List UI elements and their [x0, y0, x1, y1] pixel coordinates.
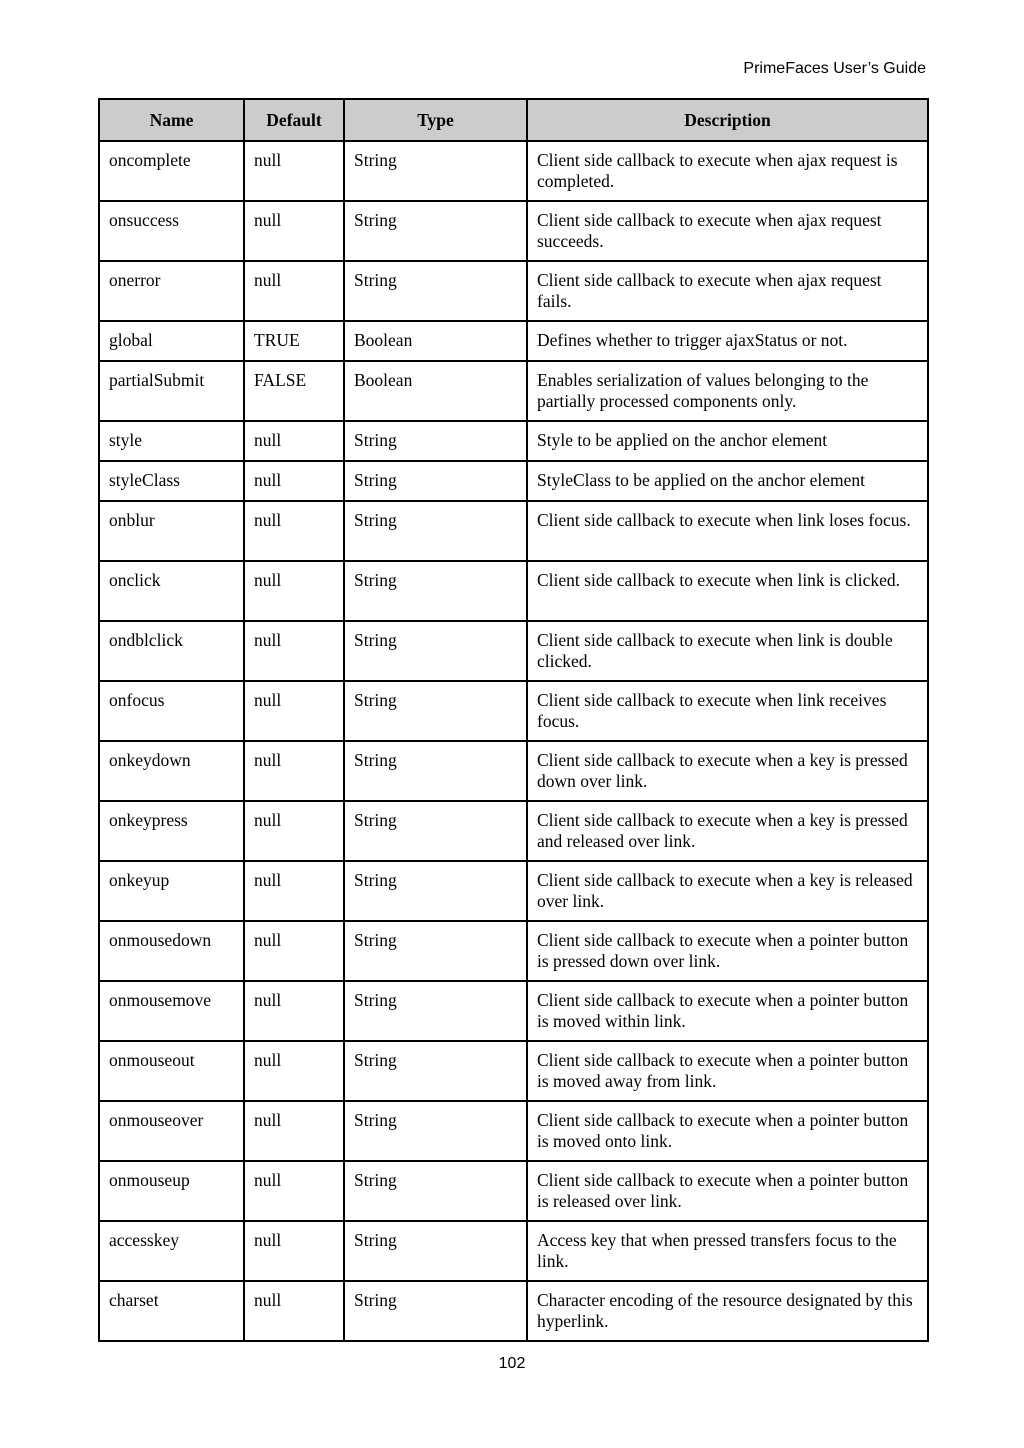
- cell-type: String: [344, 261, 527, 321]
- cell-name: onfocus: [99, 681, 244, 741]
- cell-default: null: [244, 981, 344, 1041]
- cell-name: onmouseup: [99, 1161, 244, 1221]
- cell-name: partialSubmit: [99, 361, 244, 421]
- cell-default: null: [244, 561, 344, 621]
- table-row: [99, 361, 928, 421]
- cell-name: oncomplete: [99, 141, 244, 201]
- cell-default: FALSE: [244, 361, 344, 421]
- cell-description: Client side callback to execute when a key is pressed and released over link.: [527, 801, 928, 861]
- cell-name: onmousemove: [99, 981, 244, 1041]
- table-row: [99, 861, 928, 921]
- column-header-type: Type: [344, 99, 527, 141]
- cell-type: String: [344, 921, 527, 981]
- cell-default: null: [244, 461, 344, 501]
- cell-name: charset: [99, 1281, 244, 1341]
- cell-name: onkeydown: [99, 741, 244, 801]
- cell-description: Client side callback to execute when a pointer button is released over link.: [527, 1161, 928, 1221]
- cell-type: String: [344, 741, 527, 801]
- table-row: [99, 981, 928, 1041]
- column-header-default: Default: [244, 99, 344, 141]
- running-header: PrimeFaces User’s Guide: [743, 60, 926, 77]
- cell-description: Client side callback to execute when a pointer button is pressed down over link.: [527, 921, 928, 981]
- table-row: [99, 681, 928, 741]
- table-row: [99, 621, 928, 681]
- cell-default: null: [244, 921, 344, 981]
- cell-default: null: [244, 1281, 344, 1341]
- table-header-row: [99, 99, 928, 141]
- cell-type: String: [344, 801, 527, 861]
- cell-name: onkeyup: [99, 861, 244, 921]
- cell-description: Defines whether to trigger ajaxStatus or not.: [527, 321, 928, 361]
- cell-type: String: [344, 421, 527, 461]
- cell-name: styleClass: [99, 461, 244, 501]
- cell-default: null: [244, 1221, 344, 1281]
- cell-type: String: [344, 981, 527, 1041]
- cell-default: TRUE: [244, 321, 344, 361]
- cell-default: null: [244, 201, 344, 261]
- cell-name: onsuccess: [99, 201, 244, 261]
- cell-name: onmouseout: [99, 1041, 244, 1101]
- cell-name: ondblclick: [99, 621, 244, 681]
- cell-type: String: [344, 1161, 527, 1221]
- cell-default: null: [244, 801, 344, 861]
- cell-type: String: [344, 681, 527, 741]
- cell-name: accesskey: [99, 1221, 244, 1281]
- cell-type: String: [344, 501, 527, 561]
- cell-type: String: [344, 141, 527, 201]
- column-header-name: Name: [99, 99, 244, 141]
- table-row: [99, 921, 928, 981]
- attributes-table: [98, 98, 929, 1342]
- table-row: [99, 421, 928, 461]
- cell-description: Client side callback to execute when a pointer button is moved onto link.: [527, 1101, 928, 1161]
- cell-description: Style to be applied on the anchor element: [527, 421, 928, 461]
- cell-type: String: [344, 1101, 527, 1161]
- cell-description: Client side callback to execute when ajax request succeeds.: [527, 201, 928, 261]
- cell-default: null: [244, 501, 344, 561]
- cell-description: Client side callback to execute when a pointer button is moved within link.: [527, 981, 928, 1041]
- cell-description: Client side callback to execute when link is double clicked.: [527, 621, 928, 681]
- table-row: [99, 321, 928, 361]
- cell-name: style: [99, 421, 244, 461]
- page-number: 102: [498, 1355, 526, 1372]
- cell-type: Boolean: [344, 361, 527, 421]
- cell-default: null: [244, 1041, 344, 1101]
- cell-name: onblur: [99, 501, 244, 561]
- cell-default: null: [244, 261, 344, 321]
- cell-type: String: [344, 861, 527, 921]
- table-row: [99, 1221, 928, 1281]
- cell-default: null: [244, 1161, 344, 1221]
- table-row: [99, 261, 928, 321]
- cell-description: Client side callback to execute when a key is released over link.: [527, 861, 928, 921]
- cell-description: Client side callback to execute when link receives focus.: [527, 681, 928, 741]
- cell-name: onerror: [99, 261, 244, 321]
- cell-type: String: [344, 201, 527, 261]
- table-row: [99, 501, 928, 561]
- table-row: [99, 741, 928, 801]
- table-row: [99, 1041, 928, 1101]
- table-row: [99, 561, 928, 621]
- cell-default: null: [244, 681, 344, 741]
- cell-description: Client side callback to execute when ajax request is completed.: [527, 141, 928, 201]
- cell-default: null: [244, 421, 344, 461]
- cell-type: String: [344, 1281, 527, 1341]
- table-row: [99, 1101, 928, 1161]
- cell-default: null: [244, 861, 344, 921]
- column-header-description: Description: [527, 99, 928, 141]
- table-row: [99, 1161, 928, 1221]
- cell-description: Client side callback to execute when a pointer button is moved away from link.: [527, 1041, 928, 1101]
- cell-description: Enables serialization of values belonging to the partially processed components only.: [527, 361, 928, 421]
- cell-name: onclick: [99, 561, 244, 621]
- cell-description: Client side callback to execute when ajax request fails.: [527, 261, 928, 321]
- cell-name: onkeypress: [99, 801, 244, 861]
- cell-name: onmousedown: [99, 921, 244, 981]
- cell-description: Access key that when pressed transfers focus to the link.: [527, 1221, 928, 1281]
- cell-default: null: [244, 141, 344, 201]
- table-row: [99, 1281, 928, 1341]
- cell-default: null: [244, 1101, 344, 1161]
- cell-default: null: [244, 741, 344, 801]
- cell-default: null: [244, 621, 344, 681]
- cell-name: global: [99, 321, 244, 361]
- cell-type: String: [344, 561, 527, 621]
- cell-description: StyleClass to be applied on the anchor element: [527, 461, 928, 501]
- table-row: [99, 201, 928, 261]
- cell-type: Boolean: [344, 321, 527, 361]
- cell-type: String: [344, 621, 527, 681]
- cell-type: String: [344, 461, 527, 501]
- cell-description: Client side callback to execute when link loses focus.: [527, 501, 928, 561]
- table-row: [99, 801, 928, 861]
- table-row: [99, 141, 928, 201]
- cell-type: String: [344, 1221, 527, 1281]
- cell-description: Client side callback to execute when a key is pressed down over link.: [527, 741, 928, 801]
- cell-name: onmouseover: [99, 1101, 244, 1161]
- cell-type: String: [344, 1041, 527, 1101]
- cell-description: Client side callback to execute when link is clicked.: [527, 561, 928, 621]
- table-row: [99, 461, 928, 501]
- cell-description: Character encoding of the resource designated by this hyperlink.: [527, 1281, 928, 1341]
